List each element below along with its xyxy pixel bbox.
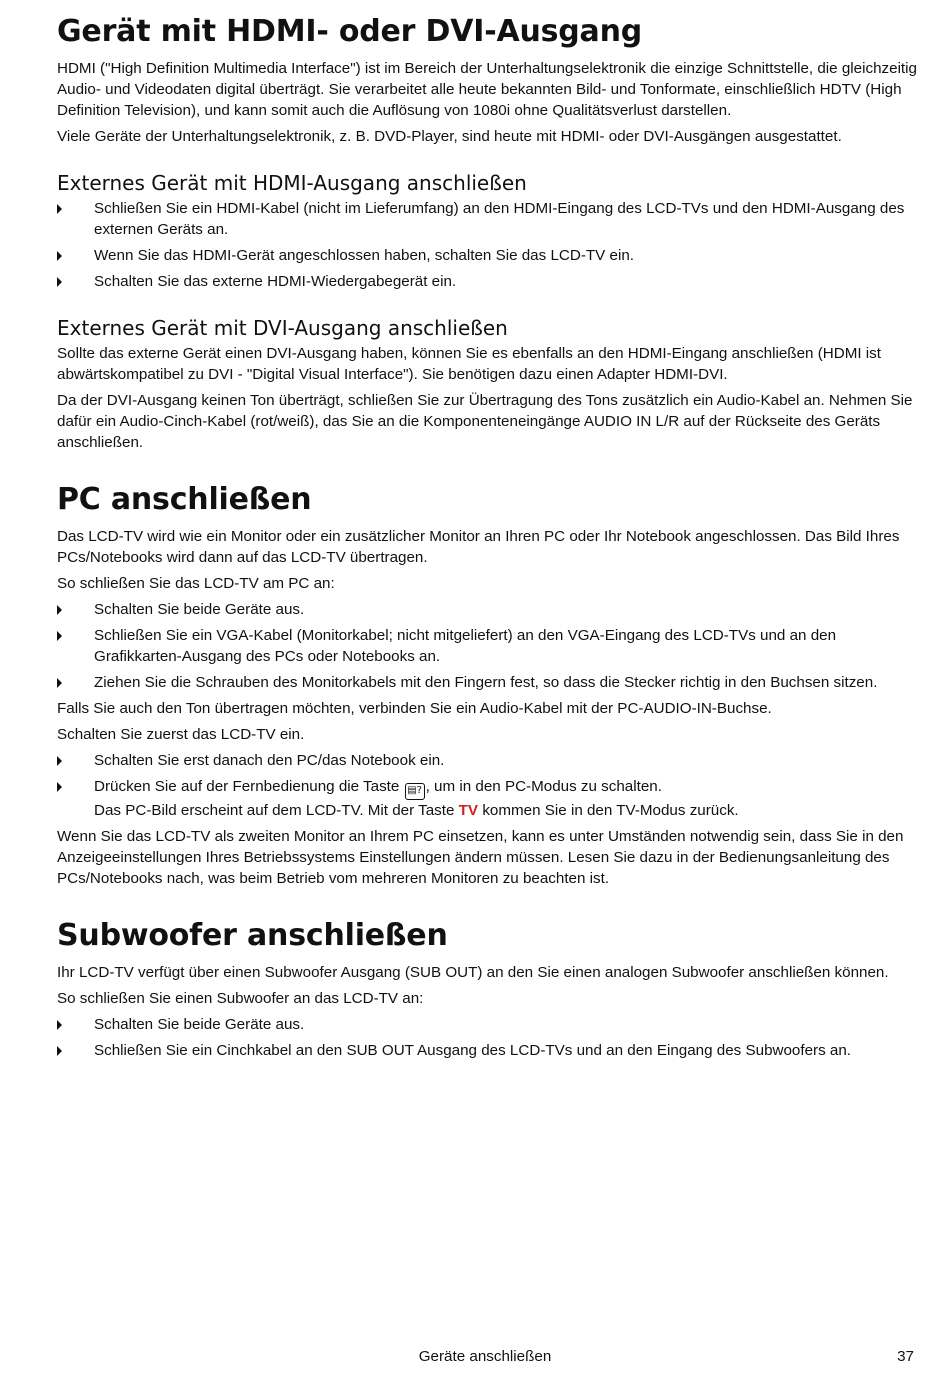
list-item: Wenn Sie das HDMI-Gerät angeschlossen haben, schalten Sie das LCD-TV ein. xyxy=(57,245,917,266)
pc-source-key-icon: ▤? xyxy=(405,783,425,800)
bullet-arrow-icon xyxy=(57,204,62,214)
bullet-arrow-icon xyxy=(57,756,62,766)
heading-hdmi-dvi: Gerät mit HDMI- oder DVI-Ausgang xyxy=(57,14,643,49)
bullet-arrow-icon xyxy=(57,251,62,261)
heading-dvi-device: Externes Gerät mit DVI-Ausgang anschließen xyxy=(57,316,508,340)
tv-key-label: TV xyxy=(458,802,479,819)
bullet-arrow-icon xyxy=(57,1020,62,1030)
list-hdmi-steps xyxy=(57,198,917,292)
page-content xyxy=(57,12,917,1066)
bullet-arrow-icon xyxy=(57,277,62,287)
list-pc-steps-2 xyxy=(57,750,917,821)
bullet-arrow-icon xyxy=(57,678,62,688)
bullet-arrow-icon xyxy=(57,605,62,615)
paragraph-pc-audio: Falls Sie auch den Ton übertragen möchten, verbinden Sie ein Audio-Kabel mit der PC-AUDIO-IN-Buchse. xyxy=(57,700,772,717)
paragraph-dvi-2: Da der DVI-Ausgang keinen Ton überträgt, schließen Sie zur Übertragung des Tons zusätzlich ein Audio-Kabel an. Nehmen Sie dafür ein Audio-Cinch-Kabel (rot/weiß), das Sie an die Komponenteneingänge AUDIO IN L/R auf der Rückseite des Geräts anschließen. xyxy=(57,392,913,451)
bullet-arrow-icon xyxy=(57,631,62,641)
list-item: Schalten Sie erst danach den PC/das Notebook ein. xyxy=(57,750,917,771)
list-pc-steps xyxy=(57,599,917,693)
list-item: Schließen Sie ein VGA-Kabel (Monitorkabel; nicht mitgeliefert) an den VGA-Eingang des LCD-TVs und an den Grafikkarten-Ausgang des PCs oder Notebooks an. xyxy=(57,625,917,667)
list-item: Schalten Sie das externe HDMI-Wiedergabegerät ein. xyxy=(57,271,917,292)
list-item: Schalten Sie beide Geräte aus. xyxy=(57,1014,917,1035)
paragraph-hdmi-intro: HDMI ("High Definition Multimedia Interface") ist im Bereich der Unterhaltungselektronik die einzige Schnittstelle, die gleichzeitig Audio- und Videodaten digital überträgt. Sie verarbeitet alle heute bekannten Bild- und Tonformate, einschließlich HDTV (High Definition Television), und kann somit auch die Auflösung von 1080i ohne Qualitätsverlust darstellen. xyxy=(57,60,917,119)
bullet-arrow-icon xyxy=(57,1046,62,1056)
list-item: Drücken Sie auf der Fernbedienung die Taste ▤? , um in den PC-Modus zu schalten. Das PC-Bild erscheint auf dem LCD-TV. Mit der Taste TV kommen Sie in den TV-Modus zurück. xyxy=(57,776,917,821)
paragraph-dvi-1: Sollte das externe Gerät einen DVI-Ausgang haben, können Sie es ebenfalls an den HDMI-Eingang anschließen (HDMI ist abwärtskompatibel zu DVI - "Digital Visual Interface"). Sie benötigen dazu einen Adapter HDMI-DVI. xyxy=(57,345,881,383)
paragraph-pc-second-monitor: Wenn Sie das LCD-TV als zweiten Monitor an Ihrem PC einsetzen, kann es unter Umständen notwendig sein, dass Sie in den Anzeigeeinstellungen Ihres Betriebssystems Einstellungen ändern müssen. Lesen Sie dazu in der Bedienungsanleitung des PCs/Notebooks nach, was beim Betrieb vom mehreren Monitoren zu beachten ist. xyxy=(57,828,904,887)
paragraph-sub-1: Ihr LCD-TV verfügt über einen Subwoofer Ausgang (SUB OUT) an den Sie einen analogen Subwoofer anschließen können. xyxy=(57,964,889,981)
list-item: Schließen Sie ein Cinchkabel an den SUB OUT Ausgang des LCD-TVs und an den Eingang des Subwoofers an. xyxy=(57,1040,917,1061)
paragraph-pc-2: So schließen Sie das LCD-TV am PC an: xyxy=(57,575,335,592)
footer-chapter-title: Geräte anschließen xyxy=(418,1348,552,1365)
heading-hdmi-device: Externes Gerät mit HDMI-Ausgang anschließen xyxy=(57,171,527,195)
paragraph-pc-first: Schalten Sie zuerst das LCD-TV ein. xyxy=(57,726,305,743)
heading-subwoofer: Subwoofer anschließen xyxy=(57,918,448,953)
list-item: Schalten Sie beide Geräte aus. xyxy=(57,599,917,620)
bullet-arrow-icon xyxy=(57,782,62,792)
paragraph-pc-1: Das LCD-TV wird wie ein Monitor oder ein zusätzlicher Monitor an Ihren PC oder Ihr Notebook angeschlossen. Das Bild Ihres PCs/Notebooks wird dann auf das LCD-TV übertragen. xyxy=(57,528,900,566)
page-number: 37 xyxy=(897,1348,914,1365)
heading-pc: PC anschließen xyxy=(57,482,312,517)
list-sub-steps xyxy=(57,1014,917,1061)
list-item: Schließen Sie ein HDMI-Kabel (nicht im Lieferumfang) an den HDMI-Eingang des LCD-TVs und den HDMI-Ausgang des externen Geräts an. xyxy=(57,198,917,240)
list-item: Ziehen Sie die Schrauben des Monitorkabels mit den Fingern fest, so dass die Stecker richtig in den Buchsen sitzen. xyxy=(57,672,917,693)
paragraph-devices: Viele Geräte der Unterhaltungselektronik, z. B. DVD-Player, sind heute mit HDMI- oder DVI-Ausgängen ausgestattet. xyxy=(57,128,842,145)
paragraph-sub-2: So schließen Sie einen Subwoofer an das LCD-TV an: xyxy=(57,990,424,1007)
